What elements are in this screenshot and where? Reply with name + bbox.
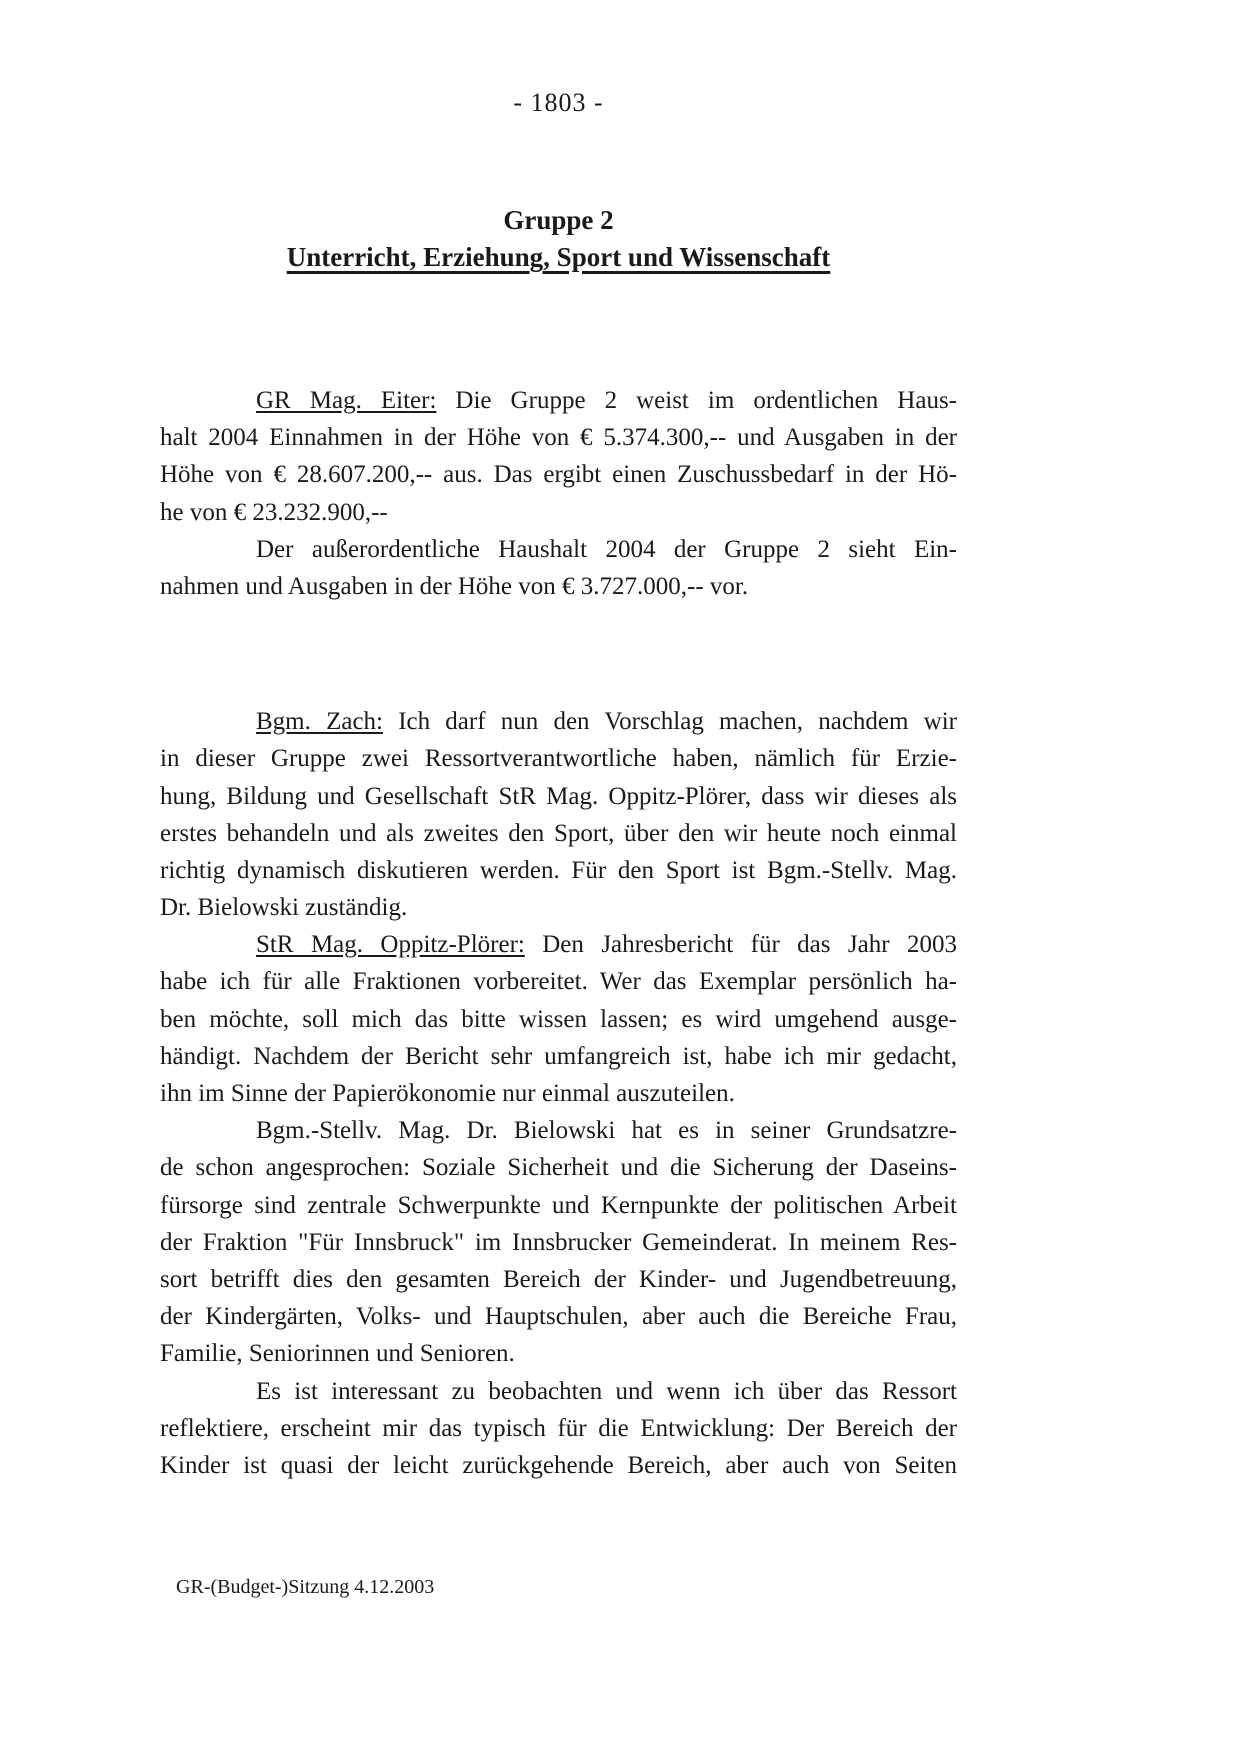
text-line: Familie, Seniorinnen und Senioren. xyxy=(160,1340,515,1368)
line-text: Die Gruppe 2 weist im ordentlichen Haus- xyxy=(436,387,957,414)
text-line: händigt. Nachdem der Bericht sehr umfangreich ist, habe ich mir gedacht, xyxy=(160,1042,957,1070)
paragraph xyxy=(160,531,957,605)
group-heading: Gruppe 2 xyxy=(503,205,614,235)
text-line: habe ich für alle Fraktionen vorbereitet. Wer das Exemplar persönlich ha- xyxy=(160,968,957,996)
paragraph-zach xyxy=(160,703,957,926)
text-line: sort betrifft dies den gesamten Bereich der Kinder- und Jugendbetreuung, xyxy=(160,1265,957,1293)
text-line: Es ist interessant zu beobachten und wenn ich über das Ressort xyxy=(256,1377,957,1405)
text-line xyxy=(160,703,957,740)
speaker-name: Bgm. Zach: xyxy=(256,708,383,736)
text-line: he von € 23.232.900,-- xyxy=(160,498,388,526)
page-footer: GR-(Budget-)Sitzung 4.12.2003 xyxy=(176,1576,435,1598)
text-line: ben möchte, soll mich das bitte wissen lassen; es wird umgehend ausge- xyxy=(160,1005,957,1033)
text-line: in dieser Gruppe zwei Ressortverantwortliche haben, nämlich für Erzie- xyxy=(160,745,957,773)
text-line: der Kindergärten, Volks- und Hauptschulen, aber auch die Bereiche Frau, xyxy=(160,1303,957,1331)
section-title: Unterricht, Erziehung, Sport und Wissenschaft xyxy=(286,242,831,272)
text-line: Kinder ist quasi der leicht zurückgehende Bereich, aber auch von Seiten xyxy=(160,1451,957,1479)
text-line xyxy=(160,382,957,419)
speaker-name: GR Mag. Eiter: xyxy=(256,387,437,414)
text-line: Bgm.-Stellv. Mag. Dr. Bielowski hat es in seiner Grundsatzre- xyxy=(256,1117,957,1145)
body-text xyxy=(160,382,957,1484)
text-line: halt 2004 Einnahmen in der Höhe von € 5.374.300,-- und Ausgaben in der xyxy=(160,424,957,452)
page-number: - 1803 - xyxy=(513,88,604,117)
text-line: erstes behandeln und als zweites den Sport, über den wir heute noch einmal xyxy=(160,819,957,847)
text-line: ihn im Sinne der Papierökonomie nur einmal auszuteilen. xyxy=(160,1080,735,1107)
text-line: hung, Bildung und Gesellschaft StR Mag. Oppitz-Plörer, dass wir dieses als xyxy=(160,782,957,810)
text-line: de schon angesprochen: Soziale Sicherheit und die Sicherung der Daseins- xyxy=(160,1154,957,1182)
line-text: Den Jahresbericht für das Jahr 2003 xyxy=(524,931,957,959)
text-line xyxy=(160,926,957,963)
text-line: Höhe von € 28.607.200,-- aus. Das ergibt einen Zuschussbedarf in der Hö- xyxy=(160,461,957,489)
text-line: reflektiere, erscheint mir das typisch für die Entwicklung: Der Bereich der xyxy=(160,1414,957,1442)
text-line: der Fraktion "Für Innsbruck" im Innsbrucker Gemeinderat. In meinem Res- xyxy=(160,1228,957,1256)
section-heading xyxy=(160,202,957,276)
speaker-name: StR Mag. Oppitz-Plörer: xyxy=(256,931,525,959)
paragraph xyxy=(160,1112,957,1372)
paragraph xyxy=(160,1373,957,1485)
line-text: Ich darf nun den Vorschlag machen, nachdem wir xyxy=(382,708,957,736)
paragraph-eiter xyxy=(160,382,957,531)
text-line: Dr. Bielowski zuständig. xyxy=(160,894,408,922)
paragraph-oppitz-ploerer xyxy=(160,926,957,1112)
text-line: fürsorge sind zentrale Schwerpunkte und Kernpunkte der politischen Arbeit xyxy=(160,1191,957,1219)
text-line: richtig dynamisch diskutieren werden. Für den Sport ist Bgm.-Stellv. Mag. xyxy=(160,856,957,884)
text-line: nahmen und Ausgaben in der Höhe von € 3.727.000,-- vor. xyxy=(160,572,749,600)
text-line: Der außerordentliche Haushalt 2004 der Gruppe 2 sieht Ein- xyxy=(256,535,957,563)
